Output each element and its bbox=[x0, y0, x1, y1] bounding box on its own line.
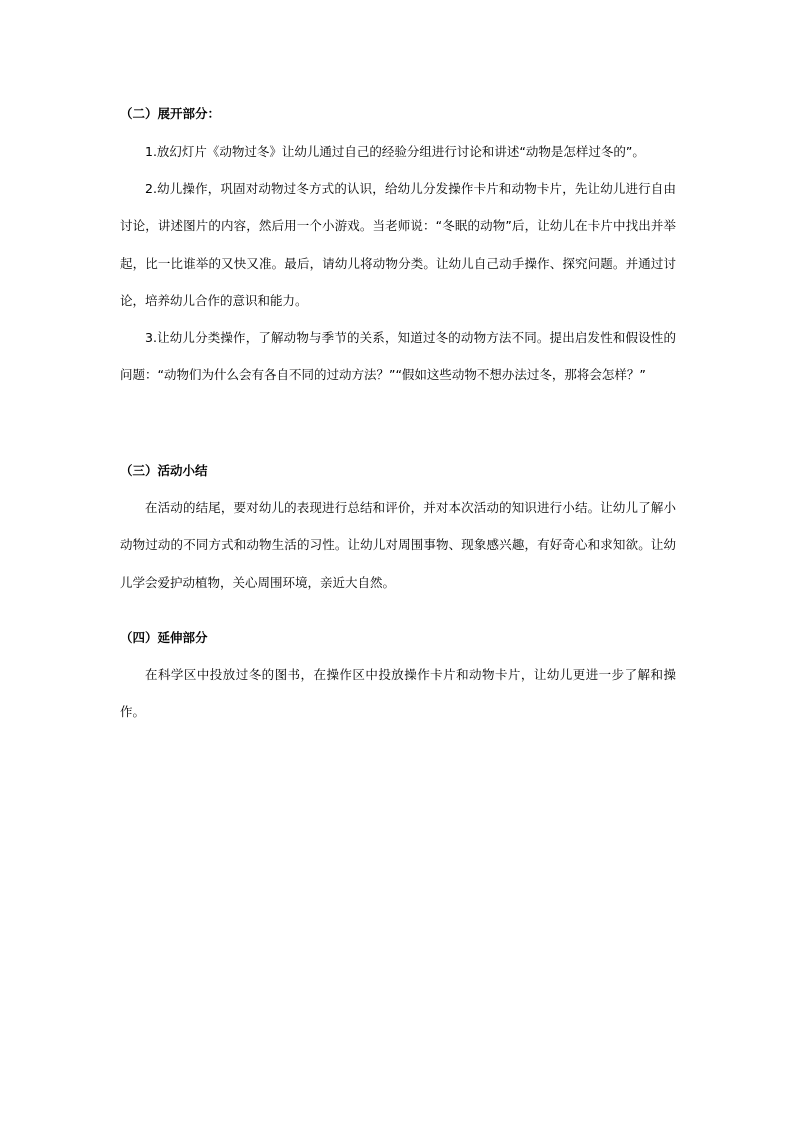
paragraph-extension: 在科学区中投放过冬的图书，在操作区中投放操作卡片和动物卡片，让幼儿更进一步了解和操作。 bbox=[120, 667, 676, 720]
paragraph-summary: 在活动的结尾，要对幼儿的表现进行总结和评价，并对本次活动的知识进行小结。让幼儿了解小动物过动的不同方式和动物生活的习性。让幼儿对周围事物、现象感兴趣，有好奇心和求知欲。让幼儿学会爱护动植物，关心周围环境，亲近大自然。 bbox=[120, 500, 676, 590]
paragraph-card-operation: 2.幼儿操作，巩固对动物过冬方式的认识，给幼儿分发操作卡片和动物卡片，先让幼儿进行自由讨论，讲述图片的内容，然后用一个小游戏。当老师说：“冬眠的动物”后，让幼儿在卡片中找出并举起，比一比谁举的又快又准。最后，请幼儿将动物分类。让幼儿自己动手操作、探究问题。并通过讨论，培养幼儿合作的意识和能力。 bbox=[120, 181, 676, 309]
section-heading-expansion: （二）展开部分： bbox=[120, 106, 221, 121]
paragraph-classification: 3.让幼儿分类操作，了解动物与季节的关系，知道过冬的动物方法不同。提出启发性和假设性的问题：“动物们为什么会有各自不同的过动方法？”“假如这些动物不想办法过冬，那将会怎样？” bbox=[120, 330, 676, 383]
paragraph-slide-discussion: 1.放幻灯片《动物过冬》让幼儿通过自己的经验分组进行讨论和讲述“动物是怎样过冬的”。 bbox=[145, 144, 645, 159]
section-heading-summary: （三）活动小结 bbox=[120, 463, 208, 478]
section-heading-extension: （四）延伸部分 bbox=[120, 630, 208, 645]
